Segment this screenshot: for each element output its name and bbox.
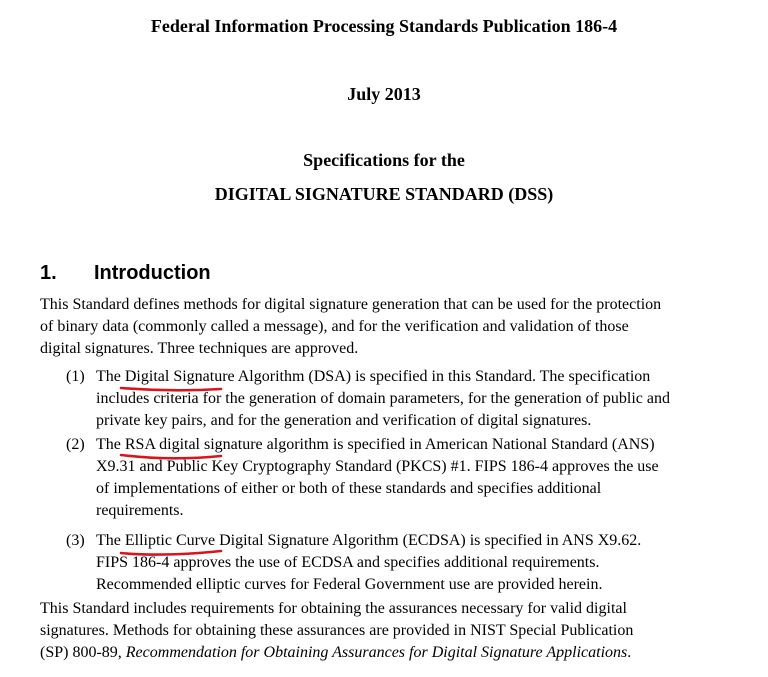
intro-paragraph — [40, 294, 740, 360]
spec-subtitle: Specifications for the — [303, 150, 465, 170]
list-item-line: Recommended elliptic curves for Federal Government use are provided herein. — [96, 576, 603, 593]
publication-date: July 2013 — [347, 84, 421, 104]
highlighted-term-text: RSA digital signature algorithm — [124, 436, 329, 453]
closing-paragraph — [40, 598, 740, 664]
intro-line: of binary data (commonly called a message), and for the verification and validation of those — [40, 318, 629, 335]
list-item-number: (1) — [66, 368, 85, 385]
list-item-number: (2) — [66, 436, 85, 453]
list-item-line: private key pairs, and for the generation and verification of digital signatures. — [96, 412, 592, 429]
referenced-publication-title: Recommendation for Obtaining Assurances for Digital Signature Applications — [125, 644, 628, 661]
highlighted-term — [125, 366, 351, 388]
section-number: 1. — [40, 262, 57, 284]
list-item-rest: is specified in this Standard. The specification — [351, 368, 651, 385]
list-item-prefix: The — [96, 368, 125, 385]
list-item-line: of implementations of either or both of these standards and specifies additional — [96, 480, 602, 497]
list-item-number: (3) — [66, 532, 85, 549]
list-item-rest: is specified in ANS X9.62. — [465, 532, 642, 549]
highlighted-term-text: Digital Signature Algorithm (DSA) — [124, 368, 352, 385]
closing-last-prefix: (SP) 800-89, — [40, 644, 126, 661]
publication-title: Federal Information Processing Standards Publication 186-4 — [150, 16, 618, 36]
list-item-line: X9.31 and Public Key Cryptography Standard (PKCS) #1. FIPS 186-4 approves the use — [96, 458, 659, 475]
highlighted-term-text: Elliptic Curve Digital Signature Algorithm (ECDSA) — [124, 532, 466, 549]
highlighted-term — [125, 434, 329, 456]
closing-last-suffix: . — [627, 644, 632, 661]
list-item-prefix: The — [96, 532, 125, 549]
closing-last-line — [40, 642, 740, 664]
list-item-first-line — [96, 434, 746, 456]
standard-title: DIGITAL SIGNATURE STANDARD (DSS) — [214, 184, 554, 204]
list-item-first-line — [96, 530, 746, 552]
list-item-text — [96, 434, 746, 522]
section-title: Introduction — [94, 262, 211, 284]
list-item-first-line — [96, 366, 746, 388]
list-item-prefix: The — [96, 436, 125, 453]
intro-line: digital signatures. Three techniques are approved. — [40, 340, 359, 357]
list-item-line: FIPS 186-4 approves the use of ECDSA and specifies additional requirements. — [96, 554, 600, 571]
closing-line: signatures. Methods for obtaining these assurances are provided in NIST Special Publication — [40, 622, 634, 639]
list-item-line: requirements. — [96, 502, 184, 519]
highlighted-term — [125, 530, 466, 552]
list-item-text — [96, 366, 746, 432]
list-item-rest: is specified in American National Standard (ANS) — [328, 436, 655, 453]
list-item-line: includes criteria for the generation of domain parameters, for the generation of public and — [96, 390, 670, 407]
list-item-text — [96, 530, 746, 596]
closing-line: This Standard includes requirements for obtaining the assurances necessary for valid digital — [40, 600, 627, 617]
intro-line: This Standard defines methods for digital signature generation that can be used for the protection — [40, 296, 662, 313]
